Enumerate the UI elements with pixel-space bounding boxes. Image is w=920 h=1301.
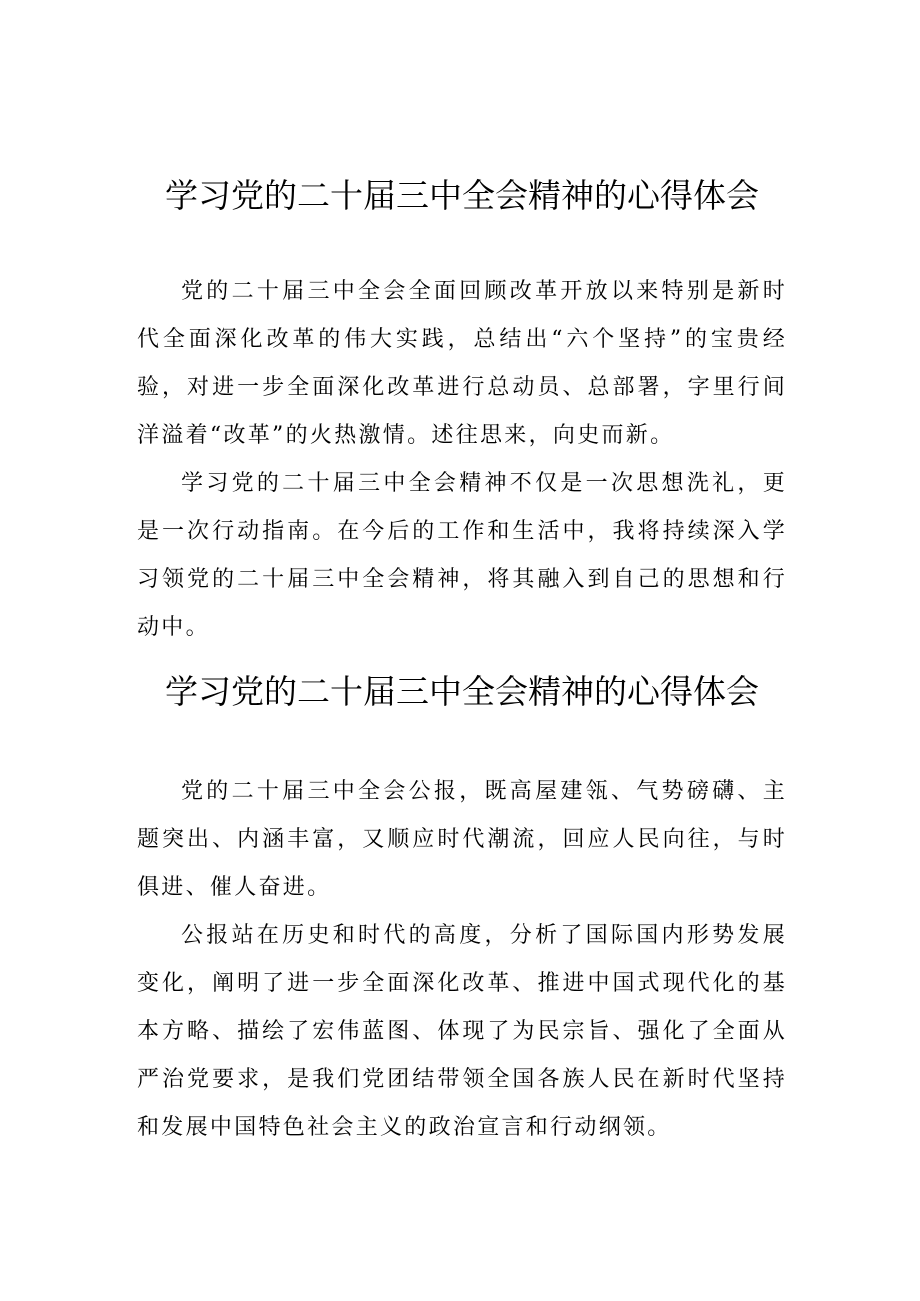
article-1-body [137,268,787,652]
article-1 [137,168,787,652]
article-1-paragraph-2: 学习党的二十届三中全会精神不仅是一次思想洗礼，更是一次行动指南。在今后的工作和生活中，我将持续深入学习领党的二十届三中全会精神，将其融入到自己的思想和行动中。 [137,471,787,640]
article-1-paragraph-1: 党的二十届三中全会全面回顾改革开放以来特别是新时代全面深化改革的伟大实践，总结出“六个坚持”的宝贵经验，对进一步全面深化改革进行总动员、总部署，字里行间洋溢着“改革”的火热激情。述往思来，向史而新。 [137,279,787,448]
article-2-title: 学习党的二十届三中全会精神的心得体会 [165,672,759,711]
article-1-title: 学习党的二十届三中全会精神的心得体会 [165,176,759,215]
article-2 [137,664,787,1152]
article-2-body [137,768,787,1152]
article-2-paragraph-1: 党的二十届三中全会公报，既高屋建瓴、气势磅礴、主题突出、内涵丰富，又顺应时代潮流，回应人民向往，与时俱进、催人奋进。 [137,779,787,900]
article-2-paragraph-2: 公报站在历史和时代的高度，分析了国际国内形势发展变化，阐明了进一步全面深化改革、推进中国式现代化的基本方略、描绘了宏伟蓝图、体现了为民宗旨、强化了全面从严治党要求，是我们党团结带领全国各族人民在新时代坚持和发展中国特色社会主义的政治宣言和行动纲领。 [137,923,787,1140]
